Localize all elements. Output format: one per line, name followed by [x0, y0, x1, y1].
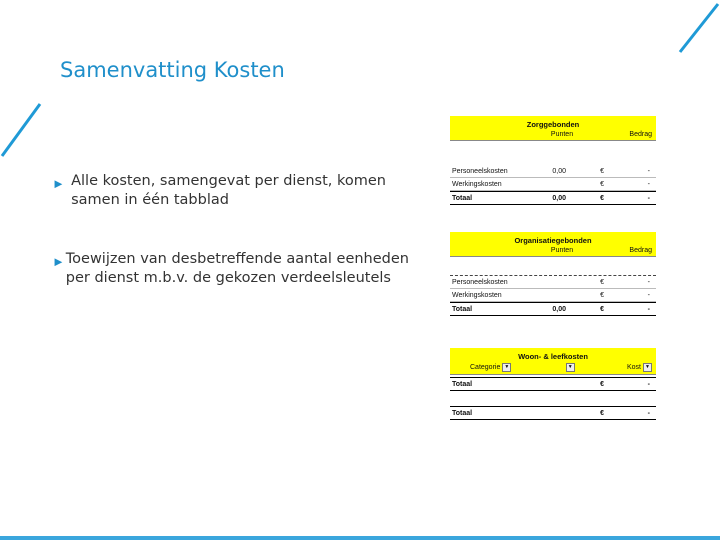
column-header-category-wrap: [470, 363, 511, 372]
bullet-arrow-icon: ►: [52, 176, 65, 191]
table-header: [450, 348, 656, 375]
grand-total-table: [450, 406, 656, 420]
left-accent-line: [0, 100, 44, 160]
table-row: [450, 165, 656, 178]
bullet-text: Alle kosten, samengevat per dienst, komen samen in één tabblad: [71, 173, 386, 208]
column-header-cost: Kost: [626, 364, 641, 372]
total-euro: €: [600, 194, 604, 202]
slide-title: Samenvatting Kosten: [60, 58, 285, 82]
row-amount: -: [647, 278, 650, 286]
column-header-category: Categorie: [470, 364, 501, 372]
bullet-item: [52, 172, 422, 210]
total-row: [450, 377, 656, 391]
column-header-amount: Bedrag: [629, 131, 652, 138]
filter-dropdown-icon[interactable]: ▼: [502, 363, 511, 372]
row-label: Werkingskosten: [452, 180, 502, 188]
bullet-text: Toewijzen van desbetreffende aantal eenheden per dienst m.b.v. de gekozen verdeelsleutels: [65, 251, 409, 286]
row-amount: -: [647, 291, 650, 299]
grand-total-row: [450, 406, 656, 420]
row-amount: -: [647, 180, 650, 188]
filter-active-icon[interactable]: ▼: [643, 363, 652, 372]
table-row: [450, 289, 656, 302]
row-euro: €: [600, 278, 604, 286]
total-points: 0,00: [552, 305, 566, 313]
top-right-accent-line: [676, 0, 720, 60]
row-label: Personeelskosten: [452, 167, 508, 175]
total-amount: -: [647, 380, 650, 388]
grand-total-euro: €: [600, 409, 604, 417]
row-euro: €: [600, 167, 604, 175]
table-row: [450, 178, 656, 191]
grand-total-label: Totaal: [452, 409, 473, 417]
total-amount: -: [647, 194, 650, 202]
table-column-headers: [450, 361, 656, 375]
total-euro: €: [600, 380, 604, 388]
total-euro: €: [600, 305, 604, 313]
grand-total-amount: -: [647, 409, 650, 417]
bottom-accent-bar: [0, 536, 720, 540]
total-row: [450, 302, 656, 316]
table-header: [450, 232, 656, 257]
total-row: [450, 191, 656, 205]
column-header-points: Punten: [550, 131, 574, 138]
table-row: [450, 276, 656, 289]
column-header-extra-wrap: [564, 363, 575, 372]
column-header-amount: Bedrag: [629, 247, 652, 254]
row-label: Werkingskosten: [452, 291, 502, 299]
row-amount: -: [647, 167, 650, 175]
total-label: Totaal: [452, 380, 473, 388]
total-amount: -: [647, 305, 650, 313]
total-label: Totaal: [452, 305, 473, 313]
table-zorggebonden: [450, 116, 656, 205]
table-woon-leefkosten: [450, 348, 656, 391]
row-label: Personeelskosten: [452, 278, 508, 286]
bullet-arrow-icon: ►: [52, 254, 65, 269]
row-points: 0,00: [552, 167, 566, 175]
table-organisatiegebonden: [450, 232, 656, 316]
table-title: Woon- & leefkosten: [518, 352, 588, 361]
table-column-headers: [450, 245, 656, 257]
spacer: [450, 141, 656, 165]
total-points: 0,00: [552, 194, 566, 202]
row-euro: €: [600, 180, 604, 188]
bullet-list: [52, 172, 422, 328]
column-header-cost-wrap: [627, 363, 652, 372]
filter-dropdown-icon[interactable]: ▼: [566, 363, 575, 372]
table-title: Organisatiegebonden: [514, 236, 592, 245]
row-euro: €: [600, 291, 604, 299]
column-header-points: Punten: [550, 247, 574, 254]
table-header: [450, 116, 656, 141]
table-column-headers: [450, 129, 656, 141]
bullet-item: [52, 250, 422, 288]
table-title: Zorggebonden: [526, 120, 580, 129]
total-label: Totaal: [452, 194, 473, 202]
